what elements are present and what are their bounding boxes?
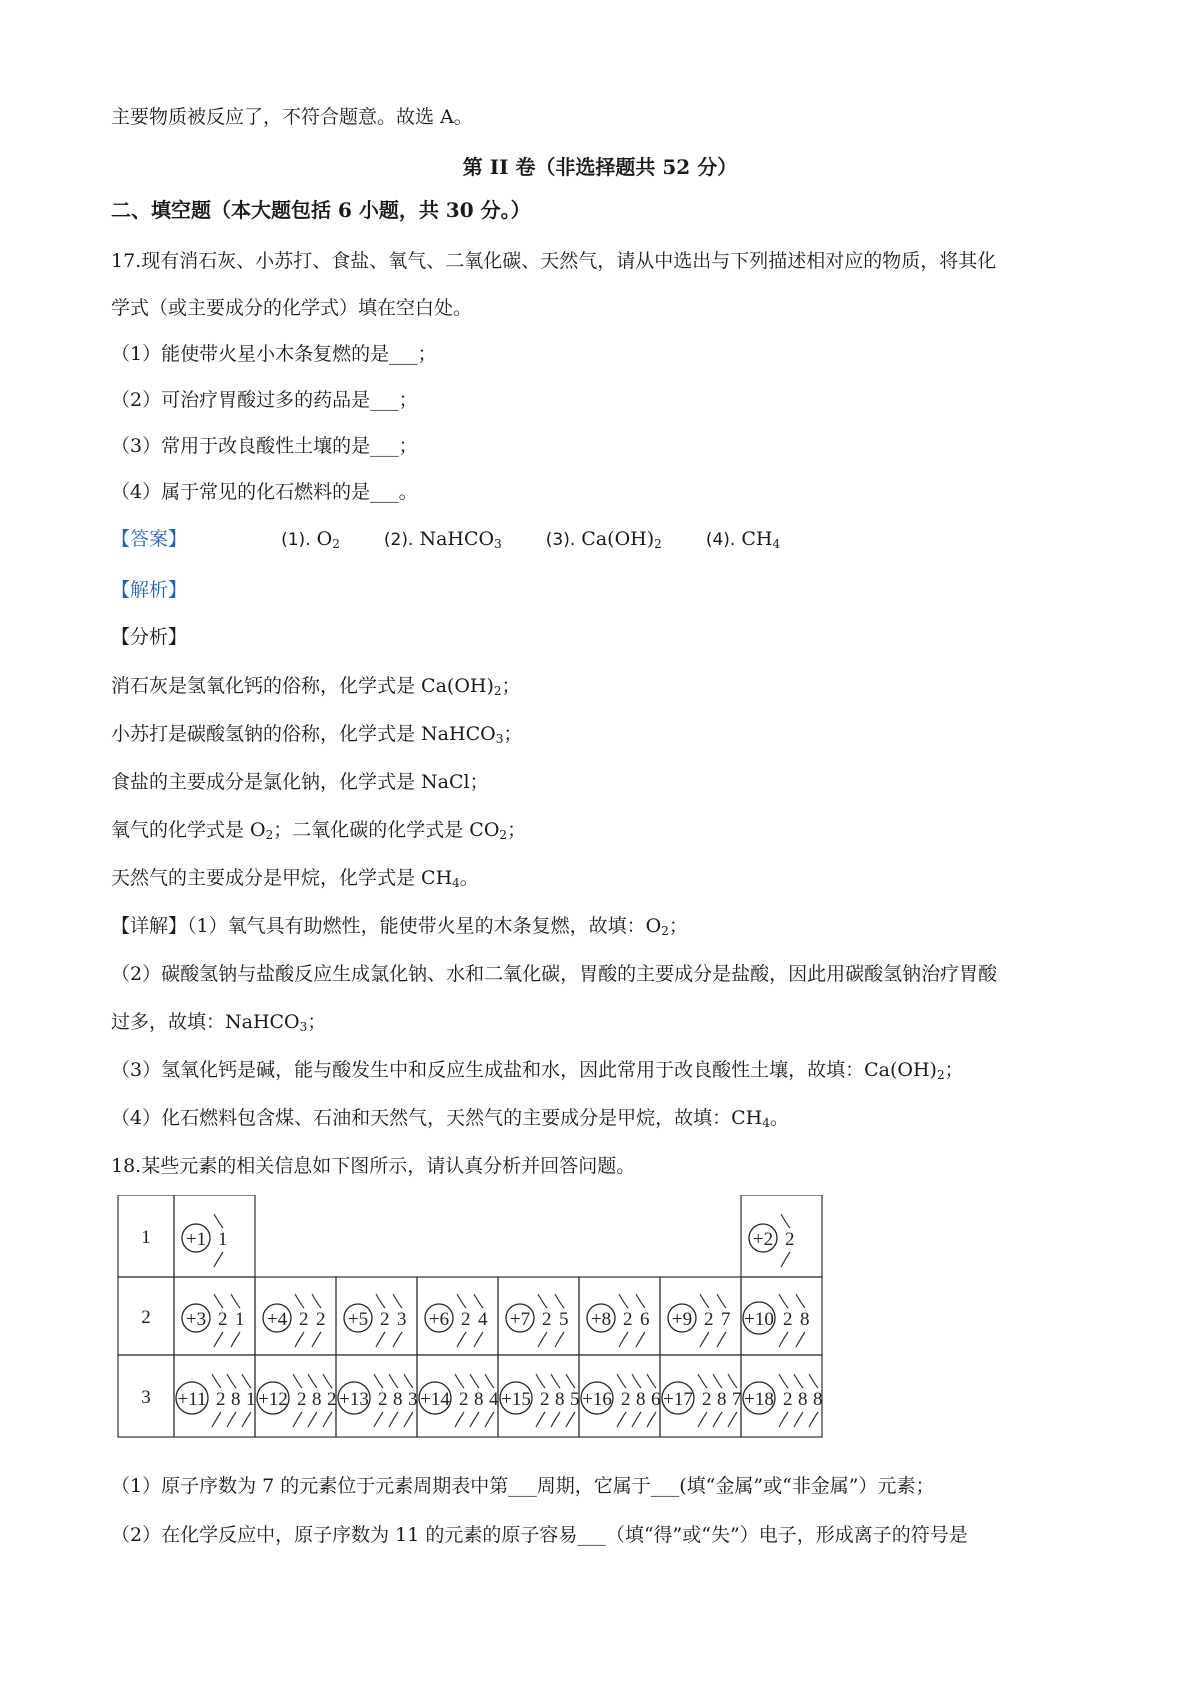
shell-arc bbox=[794, 1374, 803, 1388]
shell-arc bbox=[698, 1412, 707, 1427]
shell-arc bbox=[455, 1374, 464, 1388]
shell-electron-count: 8 bbox=[474, 1389, 484, 1410]
shell-electron-count: 3 bbox=[397, 1309, 407, 1330]
shell-arc bbox=[728, 1374, 737, 1388]
shell-arc bbox=[474, 1332, 483, 1347]
shell-arc bbox=[374, 1412, 383, 1427]
shell-arc bbox=[551, 1374, 560, 1388]
nucleus-charge: +2 bbox=[752, 1229, 774, 1250]
shell-electron-count: 2 bbox=[704, 1309, 714, 1330]
q17-stem-line1: 17.现有消石灰、小苏打、食盐、氧气、二氧化碳、天然气，请从中选出与下列描述相对应的物质，将其化 bbox=[111, 250, 997, 272]
shell-arc bbox=[566, 1374, 575, 1388]
q18-stem: 18.某些元素的相关信息如下图所示，请认真分析并回答问题。 bbox=[111, 1155, 636, 1177]
nucleus-charge: +9 bbox=[671, 1309, 693, 1330]
shell-arc bbox=[619, 1294, 628, 1308]
periodic-table-figure bbox=[117, 1195, 882, 1454]
period-label: 1 bbox=[141, 1227, 151, 1248]
shell-arc bbox=[470, 1412, 479, 1427]
shell-electron-count: 2 bbox=[783, 1309, 793, 1330]
shell-arc bbox=[404, 1412, 413, 1427]
shell-electron-count: 1 bbox=[246, 1389, 256, 1410]
shell-arc bbox=[632, 1374, 641, 1388]
shell-arc bbox=[555, 1332, 564, 1347]
shell-arc bbox=[717, 1294, 726, 1308]
analysis-line: 食盐的主要成分是氯化钠，化学式是 NaCl； bbox=[111, 771, 489, 793]
shell-electron-count: 2 bbox=[380, 1309, 390, 1330]
shell-electron-count: 8 bbox=[636, 1389, 646, 1410]
shell-arc bbox=[713, 1374, 722, 1388]
shell-arc bbox=[293, 1374, 302, 1388]
shell-arc bbox=[796, 1294, 805, 1308]
part-title: 二、填空题（本大题包括 6 小题，共 30 分。） bbox=[111, 198, 531, 222]
shell-electron-count: 2 bbox=[542, 1309, 552, 1330]
shell-arc bbox=[393, 1332, 402, 1347]
q17-item-3: （3）常用于改良酸性土壤的是___； bbox=[111, 435, 418, 457]
shell-arc bbox=[779, 1374, 788, 1388]
shell-arc bbox=[242, 1412, 251, 1427]
shell-arc bbox=[779, 1294, 788, 1308]
shell-arc bbox=[617, 1374, 626, 1388]
shell-electron-count: 2 bbox=[623, 1309, 633, 1330]
shell-electron-count: 2 bbox=[299, 1309, 309, 1330]
intro-line: 主要物质被反应了，不符合题意。故选 A。 bbox=[111, 106, 473, 128]
analysis-tag: 【解析】 bbox=[111, 579, 188, 601]
q17-item-1: （1）能使带火星小木条复燃的是___； bbox=[111, 343, 437, 365]
answer-3: (3). $Ca(OH)_2$ bbox=[545, 528, 662, 551]
shell-arc bbox=[376, 1294, 385, 1308]
shell-arc bbox=[389, 1412, 398, 1427]
q18-sub1: （1）原子序数为 7 的元素位于元素周期表中第___周期，它属于___(填“金属”或“非金属”）元素； bbox=[111, 1475, 935, 1497]
nucleus-charge: +8 bbox=[590, 1309, 612, 1330]
q17-item-4: （4）属于常见的化石燃料的是___。 bbox=[111, 481, 418, 503]
detail-line: 【详解】（1）氧气具有助燃性，能使带火星的木条复燃，故填：$O_2$； bbox=[111, 915, 688, 938]
analysis-line: 天然气的主要成分是甲烷，化学式是 $CH_4$。 bbox=[111, 867, 479, 890]
shell-electron-count: 2 bbox=[702, 1389, 712, 1410]
analysis-line: 氧气的化学式是 $O_2$；二氧化碳的化学式是 $CO_2$； bbox=[111, 819, 527, 842]
nucleus-charge: +1 bbox=[185, 1229, 207, 1250]
shell-electron-count: 6 bbox=[651, 1389, 661, 1410]
nucleus-charge: +14 bbox=[420, 1389, 450, 1410]
period-label: 2 bbox=[141, 1307, 151, 1328]
shell-arc bbox=[393, 1294, 402, 1308]
nucleus-charge: +4 bbox=[266, 1309, 288, 1330]
shell-arc bbox=[700, 1332, 709, 1347]
shell-arc bbox=[632, 1412, 641, 1427]
shell-arc bbox=[312, 1332, 321, 1347]
shell-arc bbox=[295, 1332, 304, 1347]
shell-arc bbox=[455, 1412, 464, 1427]
nucleus-charge: +12 bbox=[258, 1389, 288, 1410]
shell-arc bbox=[636, 1332, 645, 1347]
shell-electron-count: 2 bbox=[316, 1309, 326, 1330]
shell-arc bbox=[779, 1332, 788, 1347]
shell-electron-count: 2 bbox=[459, 1389, 469, 1410]
shell-electron-count: 2 bbox=[218, 1309, 228, 1330]
shell-arc bbox=[227, 1412, 236, 1427]
shell-arc bbox=[389, 1374, 398, 1388]
shell-arc bbox=[536, 1412, 545, 1427]
shell-arc bbox=[551, 1412, 560, 1427]
shell-arc bbox=[700, 1294, 709, 1308]
q17-answer-row bbox=[111, 527, 780, 552]
shell-arc bbox=[779, 1412, 788, 1427]
answer-tag: 【答案】 bbox=[111, 528, 188, 550]
nucleus-charge: +7 bbox=[509, 1309, 531, 1330]
shell-electron-count: 2 bbox=[621, 1389, 631, 1410]
shell-arc bbox=[323, 1374, 332, 1388]
shell-arc bbox=[470, 1374, 479, 1388]
shell-arc bbox=[538, 1294, 547, 1308]
nucleus-charge: +5 bbox=[347, 1309, 369, 1330]
shell-arc bbox=[636, 1294, 645, 1308]
shell-arc bbox=[728, 1412, 737, 1427]
shell-arc bbox=[308, 1374, 317, 1388]
shell-arc bbox=[809, 1412, 818, 1427]
shell-electron-count: 5 bbox=[570, 1389, 580, 1410]
shell-electron-count: 6 bbox=[640, 1309, 650, 1330]
shell-electron-count: 8 bbox=[717, 1389, 727, 1410]
shell-arc bbox=[227, 1374, 236, 1388]
shell-arc bbox=[796, 1332, 805, 1347]
q17-stem-line2: 学式（或主要成分的化学式）填在空白处。 bbox=[111, 297, 473, 319]
shell-electron-count: 8 bbox=[312, 1389, 322, 1410]
shell-electron-count: 8 bbox=[798, 1389, 808, 1410]
shell-arc bbox=[404, 1374, 413, 1388]
shell-electron-count: 8 bbox=[393, 1389, 403, 1410]
shell-electron-count: 3 bbox=[408, 1389, 418, 1410]
shell-arc bbox=[647, 1374, 656, 1388]
shell-electron-count: 5 bbox=[559, 1309, 569, 1330]
shell-arc bbox=[647, 1412, 656, 1427]
shell-arc bbox=[374, 1374, 383, 1388]
shell-electron-count: 4 bbox=[489, 1389, 499, 1410]
shell-arc bbox=[323, 1412, 332, 1427]
shell-electron-count: 2 bbox=[297, 1389, 307, 1410]
nucleus-charge: +16 bbox=[582, 1389, 612, 1410]
shell-arc bbox=[214, 1332, 223, 1347]
shell-arc bbox=[295, 1294, 304, 1308]
shell-arc bbox=[214, 1252, 223, 1267]
shell-arc bbox=[566, 1412, 575, 1427]
shell-arc bbox=[781, 1252, 790, 1267]
shell-electron-count: 7 bbox=[721, 1309, 731, 1330]
q17-item-2: （2）可治疗胃酸过多的药品是___； bbox=[111, 389, 418, 411]
shell-electron-count: 2 bbox=[540, 1389, 550, 1410]
shell-electron-count: 2 bbox=[785, 1229, 795, 1250]
shell-arc bbox=[231, 1332, 240, 1347]
shell-arc bbox=[617, 1412, 626, 1427]
answer-2: (2). NaHCO$_3$ bbox=[383, 528, 502, 551]
shell-electron-count: 2 bbox=[327, 1389, 337, 1410]
shell-arc bbox=[781, 1214, 790, 1228]
fenxi-tag: 【分析】 bbox=[111, 626, 188, 648]
shell-arc bbox=[485, 1412, 494, 1427]
shell-arc bbox=[212, 1412, 221, 1427]
shell-electron-count: 8 bbox=[813, 1389, 823, 1410]
nucleus-charge: +17 bbox=[663, 1389, 693, 1410]
shell-arc bbox=[214, 1294, 223, 1308]
shell-electron-count: 2 bbox=[783, 1389, 793, 1410]
nucleus-charge: +3 bbox=[185, 1309, 207, 1330]
shell-electron-count: 8 bbox=[231, 1389, 241, 1410]
answer-4: (4). $CH_4$ bbox=[705, 528, 781, 551]
detail-line: （3）氢氧化钙是碱，能与酸发生中和反应生成盐和水，因此常用于改良酸性土壤，故填：$Ca(OH)_2$； bbox=[111, 1059, 964, 1082]
shell-electron-count: 2 bbox=[378, 1389, 388, 1410]
nucleus-charge: +6 bbox=[428, 1309, 450, 1330]
analysis-line: 小苏打是碳酸氢钠的俗称，化学式是 NaHCO$_3$； bbox=[111, 723, 523, 746]
shell-arc bbox=[376, 1332, 385, 1347]
shell-electron-count: 7 bbox=[732, 1389, 742, 1410]
shell-electron-count: 4 bbox=[478, 1309, 488, 1330]
shell-electron-count: 8 bbox=[555, 1389, 565, 1410]
shell-arc bbox=[555, 1294, 564, 1308]
shell-arc bbox=[698, 1374, 707, 1388]
shell-arc bbox=[474, 1294, 483, 1308]
shell-arc bbox=[457, 1332, 466, 1347]
section-title: 第 II 卷（非选择题共 52 分） bbox=[462, 155, 738, 179]
shell-electron-count: 2 bbox=[216, 1389, 226, 1410]
nucleus-charge: +10 bbox=[744, 1309, 774, 1330]
shell-electron-count: 2 bbox=[461, 1309, 471, 1330]
nucleus-charge: +11 bbox=[177, 1389, 207, 1410]
shell-arc bbox=[308, 1412, 317, 1427]
q18-sub2: （2）在化学反应中，原子序数为 11 的元素的原子容易___（填“得”或“失”）电子，形成离子的符号是 bbox=[111, 1524, 968, 1546]
shell-arc bbox=[242, 1374, 251, 1388]
nucleus-charge: +15 bbox=[501, 1389, 531, 1410]
shell-arc bbox=[619, 1332, 628, 1347]
shell-electron-count: 8 bbox=[800, 1309, 810, 1330]
analysis-line: 消石灰是氢氧化钙的俗称，化学式是 $Ca(OH)_2$； bbox=[111, 675, 521, 698]
shell-arc bbox=[231, 1294, 240, 1308]
shell-arc bbox=[794, 1412, 803, 1427]
detail-line: 过多，故填：NaHCO$_3$； bbox=[111, 1011, 327, 1034]
shell-arc bbox=[538, 1332, 547, 1347]
shell-arc bbox=[212, 1374, 221, 1388]
nucleus-charge: +18 bbox=[744, 1389, 774, 1410]
shell-arc bbox=[713, 1412, 722, 1427]
shell-arc bbox=[293, 1412, 302, 1427]
shell-electron-count: 1 bbox=[235, 1309, 245, 1330]
detail-tag: 【详解】 bbox=[111, 915, 188, 937]
atom-structure-table bbox=[117, 1195, 882, 1450]
detail-line: （2）碳酸氢钠与盐酸反应生成氯化钠、水和二氧化碳，胃酸的主要成分是盐酸，因此用碳酸氢钠治疗胃酸 bbox=[111, 963, 998, 985]
shell-arc bbox=[717, 1332, 726, 1347]
shell-arc bbox=[485, 1374, 494, 1388]
detail-line: （4）化石燃料包含煤、石油和天然气，天然气的主要成分是甲烷，故填：$CH_4$。 bbox=[111, 1107, 789, 1130]
shell-arc bbox=[312, 1294, 321, 1308]
shell-arc bbox=[214, 1214, 223, 1228]
period-label: 3 bbox=[141, 1387, 151, 1408]
answer-1: (1). $O_2$ bbox=[281, 528, 340, 551]
shell-arc bbox=[536, 1374, 545, 1388]
shell-arc bbox=[457, 1294, 466, 1308]
shell-arc bbox=[809, 1374, 818, 1388]
shell-electron-count: 1 bbox=[218, 1229, 228, 1250]
nucleus-charge: +13 bbox=[339, 1389, 369, 1410]
